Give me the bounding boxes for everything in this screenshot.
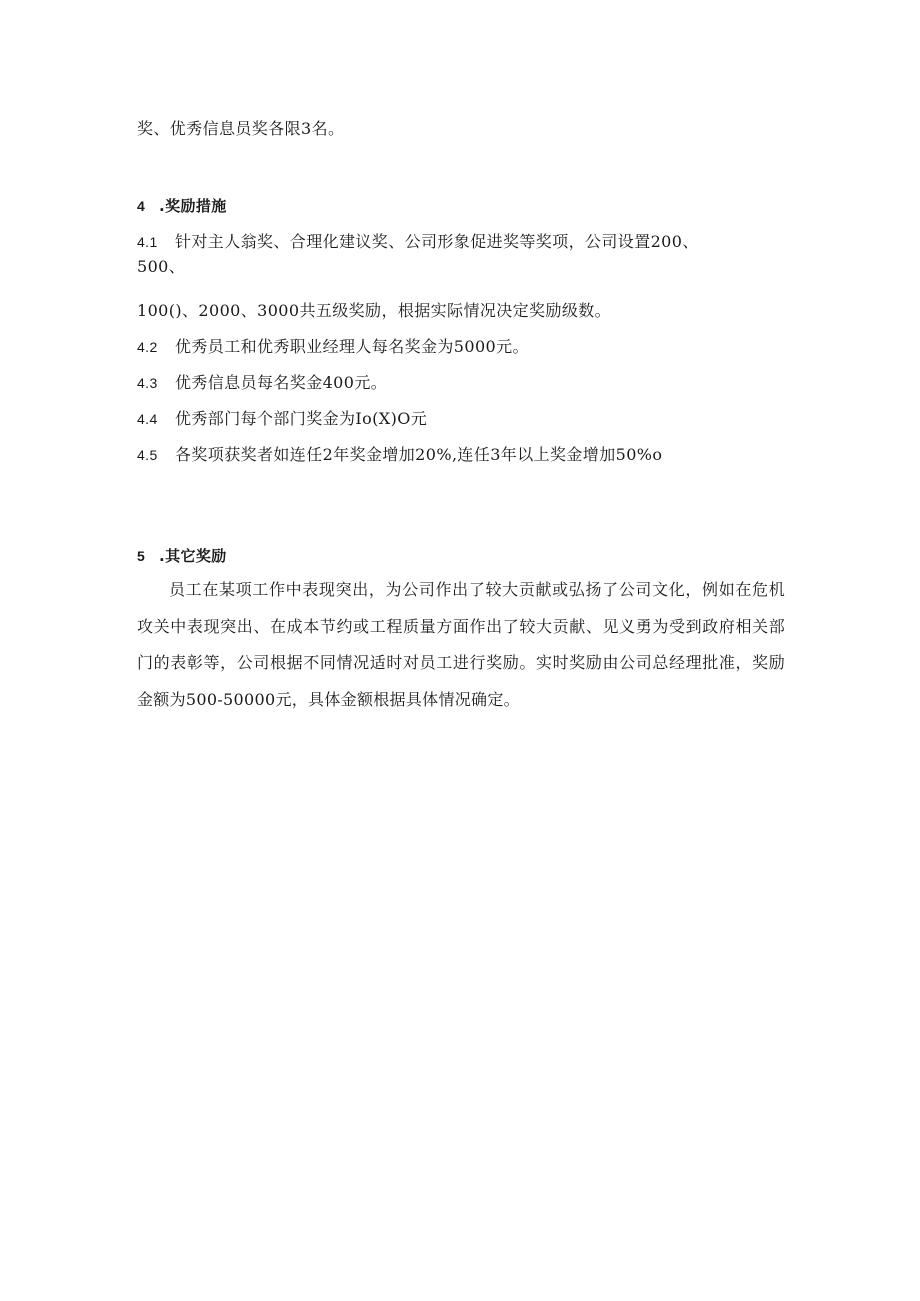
- section4-number: 4: [137, 198, 146, 214]
- section4-title: .奖励措施: [159, 197, 227, 215]
- item-4-1: [137, 231, 699, 253]
- item-4-4-number: 4.4: [137, 411, 158, 427]
- item-4-1-continuation-1: 500、: [137, 257, 186, 276]
- section5-number: 5: [137, 548, 146, 564]
- item-4-5: [137, 444, 662, 466]
- section4-heading: [137, 195, 227, 217]
- item-4-1-continuation-2: 100()、2000、3000共五级奖励，根据实际情况决定奖励级数。: [137, 301, 612, 320]
- item-4-2-number: 4.2: [137, 339, 158, 355]
- item-4-1-text: 针对主人翁奖、合理化建议奖、公司形象促进奖等奖项，公司设置200、: [175, 232, 699, 251]
- item-4-3-text: 优秀信息员每名奖金400元。: [175, 373, 388, 392]
- item-4-4-text: 优秀部门每个部门奖金为Io(X)O元: [175, 409, 428, 428]
- item-4-5-text: 各奖项获奖者如连任2年奖金增加20%,连任3年以上奖金增加50%o: [175, 445, 663, 464]
- item-4-2-text: 优秀员工和优秀职业经理人每名奖金为5000元。: [175, 337, 529, 356]
- item-4-3: [137, 372, 387, 394]
- item-4-2: [137, 336, 529, 358]
- item-4-4: [137, 408, 427, 430]
- item-4-3-number: 4.3: [137, 375, 158, 391]
- section5-title: .其它奖励: [159, 547, 227, 565]
- intro-tail-text: 奖、优秀信息员奖各限3名。: [137, 119, 345, 138]
- item-4-1-number: 4.1: [137, 234, 158, 250]
- item-4-5-number: 4.5: [137, 447, 158, 463]
- section5-heading: [137, 545, 227, 567]
- section5-paragraph: 员工在某项工作中表现突出，为公司作出了较大贡献或弘扬了公司文化，例如在危机攻关中表现突出、在成本节约或工程质量方面作出了较大贡献、见义勇为受到政府相关部门的表彰等，公司根据不同情况适时对员工进行奖励。实时奖励由公司总经理批准，奖励金额为500-50000元，具体金额根据具体情况确定。: [137, 580, 785, 709]
